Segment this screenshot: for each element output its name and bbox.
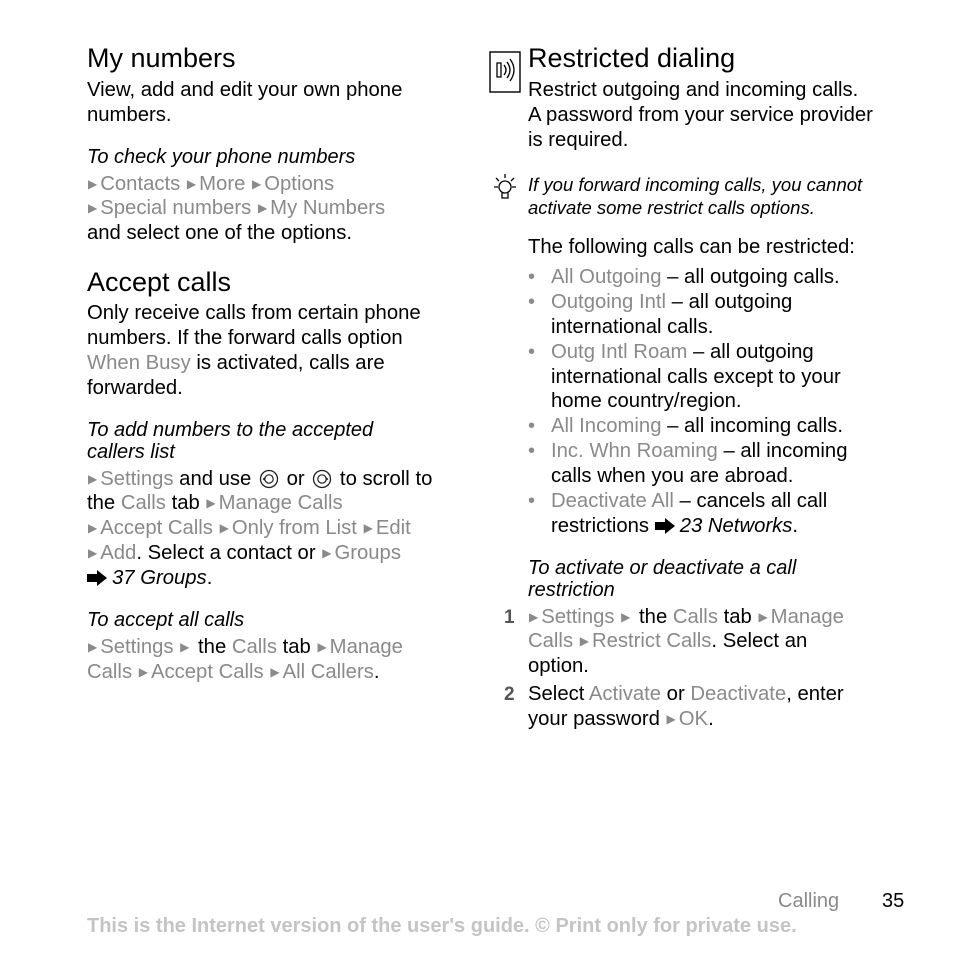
add-numbers-line-5	[87, 566, 212, 591]
menu-item-special-numbers[interactable]: Special numbers	[100, 197, 252, 219]
accept-calls-intro-line-4: forwarded.	[87, 377, 183, 399]
text-run: Select	[528, 683, 589, 705]
menu-item-calls[interactable]: Calls	[528, 630, 574, 652]
text-run: .	[206, 567, 213, 589]
text-run: .	[792, 515, 799, 537]
menu-item-all-callers[interactable]: All Callers	[282, 661, 374, 683]
procedure-title-add-numbers-cont: callers list	[87, 441, 175, 463]
menu-item-calls[interactable]: Calls	[672, 606, 718, 628]
bullet-icon: •	[528, 490, 536, 512]
add-numbers-line-2	[87, 491, 343, 518]
page-number: 35	[882, 890, 905, 912]
text-run: the	[633, 606, 673, 628]
list-item	[528, 439, 847, 464]
text-run: your password	[528, 708, 666, 730]
menu-item-accept-calls[interactable]: Accept Calls	[100, 517, 213, 539]
menu-item-manage[interactable]: Manage	[770, 606, 844, 628]
text-run: tab	[165, 492, 206, 514]
procedure-title-activate-restriction: To activate or deactivate a call	[528, 557, 797, 579]
accept-all-line-2	[87, 660, 380, 687]
menu-item-settings[interactable]: Settings	[541, 606, 615, 628]
menu-item-accept-calls[interactable]: Accept Calls	[150, 661, 264, 683]
bullet-icon: •	[528, 440, 536, 462]
menu-triangle-icon: ▶	[579, 634, 589, 648]
menu-item-groups[interactable]: Groups	[334, 542, 401, 564]
menu-item-settings[interactable]: Settings	[100, 468, 174, 490]
menu-item-outg-intl-roam[interactable]: Outg Intl Roam	[551, 341, 688, 363]
text-run: the	[192, 636, 232, 658]
text-run: is activated, calls are	[190, 352, 385, 374]
text-run: to scroll to	[334, 468, 433, 490]
text-run: – all incoming	[717, 440, 848, 462]
menu-triangle-icon: ▶	[88, 177, 98, 191]
procedure-title-check-numbers: To check your phone numbers	[87, 146, 356, 168]
reference-arrow-icon	[87, 570, 107, 586]
menu-item-edit[interactable]: Edit	[375, 517, 411, 539]
menu-item-manage[interactable]: Manage	[329, 636, 403, 658]
menu-triangle-icon: ▶	[270, 665, 280, 679]
menu-path-line	[87, 172, 334, 199]
footer-section-name: Calling	[778, 890, 840, 912]
accept-all-line-1	[87, 635, 403, 662]
text-run: – all outgoing	[687, 341, 814, 363]
my-numbers-outro: and select one of the options.	[87, 222, 352, 244]
heading-my-numbers: My numbers	[87, 43, 236, 73]
text-run: tab	[276, 636, 317, 658]
menu-triangle-icon: ▶	[88, 472, 98, 486]
menu-item-calls[interactable]: Calls	[87, 661, 133, 683]
bullet-icon: •	[528, 415, 536, 437]
menu-item-all-outgoing[interactable]: All Outgoing	[551, 266, 662, 288]
menu-triangle-icon: ▶	[219, 521, 229, 535]
restricted-intro-line-2: A password from your service provider	[528, 104, 873, 126]
text-run: and use	[173, 468, 257, 490]
menu-item-restrict-calls[interactable]: Restrict Calls	[591, 630, 712, 652]
step-1-line-1	[528, 605, 844, 632]
text-run: .	[708, 708, 714, 730]
menu-triangle-icon: ▶	[88, 546, 98, 560]
navigation-key-right-icon	[312, 469, 332, 489]
menu-item-ok[interactable]: OK	[678, 708, 709, 730]
heading-restricted-dialing: Restricted dialing	[528, 43, 736, 73]
menu-triangle-icon: ▶	[186, 177, 197, 191]
accept-calls-intro-line-3	[87, 351, 385, 376]
menu-item-only-from-list[interactable]: Only from List	[231, 517, 357, 539]
menu-item-outgoing-intl[interactable]: Outgoing Intl	[551, 291, 667, 313]
menu-item-manage-calls[interactable]: Manage Calls	[218, 492, 343, 514]
lightbulb-tip-icon	[490, 172, 520, 204]
procedure-title-activate-restriction-cont: restriction	[528, 579, 615, 601]
step-number-2: 2	[504, 684, 515, 705]
list-item	[528, 340, 814, 365]
text-run: – all incoming calls.	[661, 415, 843, 437]
menu-item-when-busy[interactable]: When Busy	[87, 352, 191, 374]
menu-triangle-icon: ▶	[257, 201, 268, 215]
menu-item-options[interactable]: Options	[264, 173, 335, 195]
add-numbers-line-4	[87, 541, 401, 568]
bullet-icon: •	[528, 291, 536, 313]
text-run: or	[661, 683, 691, 705]
text-run: – all outgoing calls.	[661, 266, 840, 288]
menu-item-my-numbers[interactable]: My Numbers	[270, 197, 386, 219]
text-run: .	[373, 661, 380, 683]
restriction-options-list	[528, 265, 918, 537]
menu-triangle-icon: ▶	[529, 610, 539, 624]
procedure-title-accept-all: To accept all calls	[87, 609, 245, 631]
text-run: restrictions	[551, 515, 655, 537]
text-run: – all outgoing	[666, 291, 793, 313]
text-run: or	[280, 468, 311, 490]
menu-triangle-icon: ▶	[138, 665, 148, 679]
operator-service-icon	[489, 51, 521, 93]
menu-path-line	[87, 196, 385, 223]
tip-line-2: activate some restrict calls options.	[528, 197, 815, 218]
step-1-line-2	[528, 629, 807, 656]
accept-calls-intro-line-2: numbers. If the forward calls option	[87, 327, 403, 349]
menu-item-deactivate-all[interactable]: Deactivate All	[551, 490, 674, 512]
list-item-continuation: home country/region.	[551, 390, 742, 412]
menu-item-more[interactable]: More	[199, 173, 246, 195]
menu-triangle-icon: ▶	[317, 640, 327, 654]
menu-triangle-icon: ▶	[621, 610, 631, 624]
menu-triangle-icon: ▶	[666, 712, 676, 726]
restricted-intro-line-1: Restrict outgoing and incoming calls.	[528, 79, 859, 101]
menu-item-activate[interactable]: Activate	[588, 683, 662, 705]
menu-triangle-icon: ▶	[88, 201, 98, 215]
add-numbers-line-1	[87, 467, 432, 494]
list-item	[528, 414, 843, 439]
text-run: . Select an	[711, 630, 808, 652]
text-run: , enter	[786, 683, 844, 705]
menu-triangle-icon: ▶	[363, 521, 373, 535]
procedure-title-add-numbers: To add numbers to the accepted	[87, 419, 374, 441]
menu-triangle-icon: ▶	[180, 640, 190, 654]
reference-arrow-icon	[655, 518, 675, 534]
menu-item-inc-whn-roaming[interactable]: Inc. Whn Roaming	[551, 440, 718, 462]
text-run: . Select a contact or	[136, 542, 322, 564]
menu-triangle-icon: ▶	[88, 521, 98, 535]
list-item-continuation	[551, 514, 798, 539]
list-item-continuation: international calls except to your	[551, 366, 841, 388]
text-run: the	[87, 492, 121, 514]
list-item-continuation: international calls.	[551, 316, 714, 338]
menu-triangle-icon: ▶	[206, 496, 216, 510]
restricted-intro-line-3: is required.	[528, 129, 629, 151]
step-number-1: 1	[504, 607, 515, 628]
restrictions-lead: The following calls can be restricted:	[528, 236, 855, 258]
list-item	[528, 489, 827, 514]
step-2-line-1	[528, 682, 844, 707]
bullet-icon: •	[528, 341, 536, 363]
cross-reference-groups[interactable]: 37 Groups	[112, 567, 207, 589]
text-run: – cancels all call	[673, 490, 828, 512]
accept-calls-intro-line-1: Only receive calls from certain phone	[87, 302, 421, 324]
bullet-icon: •	[528, 266, 536, 288]
navigation-key-left-icon	[259, 469, 279, 489]
menu-item-settings[interactable]: Settings	[100, 636, 174, 658]
menu-item-add[interactable]: Add	[100, 542, 137, 564]
menu-triangle-icon: ▶	[88, 640, 98, 654]
step-1-line-3: option.	[528, 655, 589, 677]
my-numbers-intro-line-2: numbers.	[87, 104, 172, 126]
menu-item-deactivate[interactable]: Deactivate	[690, 683, 787, 705]
menu-item-all-incoming[interactable]: All Incoming	[551, 415, 662, 437]
step-2-line-2	[528, 707, 714, 734]
menu-item-calls[interactable]: Calls	[120, 492, 166, 514]
list-item	[528, 290, 792, 315]
heading-accept-calls: Accept calls	[87, 267, 232, 297]
menu-item-contacts[interactable]: Contacts	[100, 173, 181, 195]
cross-reference-networks[interactable]: 23 Networks	[679, 515, 793, 537]
menu-triangle-icon: ▶	[322, 546, 332, 560]
footer-disclaimer: This is the Internet version of the user's guide. © Print only for private use.	[87, 915, 797, 937]
my-numbers-intro-line-1: View, add and edit your own phone	[87, 79, 403, 101]
menu-triangle-icon: ▶	[758, 610, 768, 624]
list-item	[528, 265, 840, 290]
text-run: tab	[717, 606, 758, 628]
list-item-continuation: calls when you are abroad.	[551, 465, 794, 487]
menu-triangle-icon: ▶	[252, 177, 262, 191]
tip-line-1: If you forward incoming calls, you cannot	[528, 174, 863, 195]
add-numbers-line-3	[87, 516, 411, 543]
menu-item-calls[interactable]: Calls	[231, 636, 277, 658]
